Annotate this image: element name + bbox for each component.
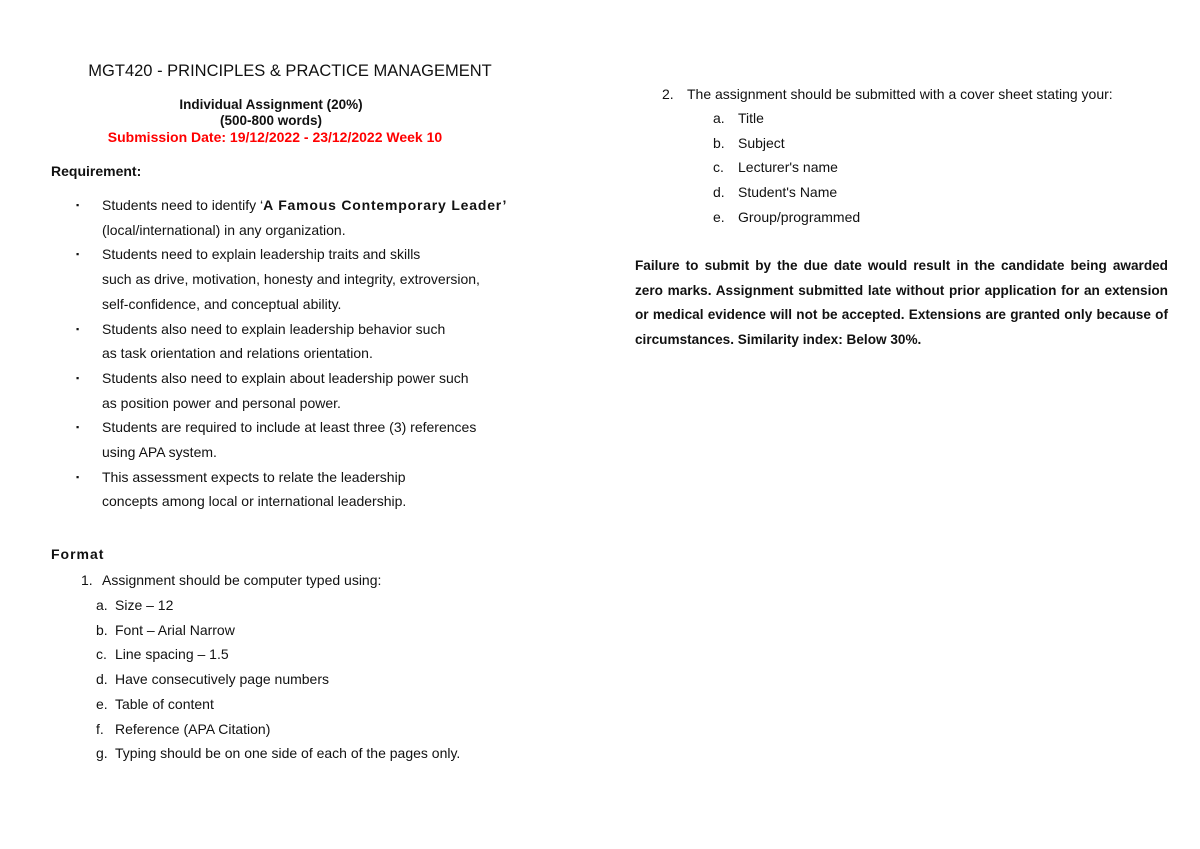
- famous-leader-emphasis: A Famous Contemporary Leader’: [263, 197, 508, 213]
- cover-subitem-text: Lecturer's name: [738, 159, 838, 176]
- format-subitem-text: Line spacing – 1.5: [115, 646, 229, 663]
- bullet-icon: ▪: [76, 249, 80, 260]
- format-subitem-letter: a.: [96, 597, 108, 613]
- format-subitem-text: Size – 12: [115, 597, 174, 613]
- requirement-line: as task orientation and relations orientation.: [102, 345, 373, 362]
- bullet-icon: ▪: [76, 422, 80, 433]
- bullet-icon: ▪: [76, 471, 80, 482]
- cover-subitem-letter: b.: [713, 134, 725, 151]
- format-heading: Format: [51, 546, 105, 562]
- cover-subitem-text: Title: [738, 110, 764, 126]
- bullet-icon: ▪: [76, 372, 80, 383]
- requirement-line: Students are required to include at least three (3) references: [102, 419, 477, 436]
- format-subitem-text: Have consecutively page numbers: [115, 671, 330, 688]
- cover-sheet-item: The assignment should be submitted with a cover sheet stating your:: [687, 86, 1113, 102]
- format-subitem-text: Reference (APA Citation): [115, 720, 271, 737]
- format-subitem-text: Table of content: [115, 695, 214, 712]
- requirement-line: Students also need to explain leadership behavior such: [102, 320, 446, 337]
- cover-subitem-text: Student's Name: [738, 184, 838, 201]
- cover-subitem-letter: d.: [713, 184, 725, 201]
- cover-subitem-letter: a.: [713, 110, 725, 126]
- cover-subitem-letter: e.: [713, 208, 725, 225]
- format-subitem-text: Font – Arial Narrow: [115, 621, 235, 638]
- requirement-line: self-confidence, and conceptual ability.: [102, 295, 342, 312]
- bullet-icon: ▪: [76, 323, 80, 334]
- cover-subitem-text: Subject: [738, 134, 785, 151]
- format-subitem-text: Typing should be on one side of each of the pages only.: [115, 745, 461, 762]
- requirement-line: (local/international) in any organization.: [102, 221, 346, 238]
- requirement-line: Students also need to explain about leadership power such: [102, 369, 469, 386]
- format-subitem-letter: f.: [96, 720, 104, 737]
- item-number-2: 2.: [662, 86, 674, 102]
- format-number-1: 1.: [81, 572, 93, 588]
- bullet-icon: ▪: [76, 200, 80, 210]
- document-title: MGT420 - PRINCIPLES & PRACTICE MANAGEMENT: [88, 62, 492, 80]
- requirement-line: Students need to explain leadership traits and skills: [102, 246, 421, 263]
- requirement-line: such as drive, motivation, honesty and integrity, extroversion,: [102, 271, 480, 288]
- requirement-line: as position power and personal power.: [102, 394, 341, 411]
- submission-date: Submission Date: 19/12/2022 - 23/12/2022 Week 10: [107, 129, 443, 145]
- requirement-line: [102, 193, 507, 218]
- format-item-1: Assignment should be computer typed using:: [102, 572, 382, 588]
- requirement-line: concepts among local or international leadership.: [102, 493, 407, 510]
- cover-subitem-text: Group/programmed: [738, 208, 861, 225]
- assignment-weight: Individual Assignment (20%): [179, 97, 363, 112]
- format-subitem-letter: b.: [96, 621, 108, 638]
- requirement-line: This assessment expects to relate the leadership: [102, 468, 406, 485]
- cover-subitem-letter: c.: [713, 159, 724, 176]
- format-subitem-letter: e.: [96, 695, 108, 712]
- late-submission-warning: Failure to submit by the due date would result in the candidate being awarded zero marks. Assignment submitted late without prior application for an extension or medical evidence will not be accepted. Extensions are granted only because of circumstances. Similarity index: Below 30%.: [635, 258, 1168, 348]
- requirement-heading: Requirement:: [51, 163, 142, 179]
- format-subitem-letter: g.: [96, 745, 108, 762]
- requirement-text: Students need to identify ‘: [102, 197, 264, 213]
- word-count: (500-800 words): [219, 113, 323, 128]
- format-subitem-letter: d.: [96, 671, 108, 688]
- format-subitem-letter: c.: [96, 646, 107, 663]
- requirement-line: using APA system.: [102, 444, 217, 460]
